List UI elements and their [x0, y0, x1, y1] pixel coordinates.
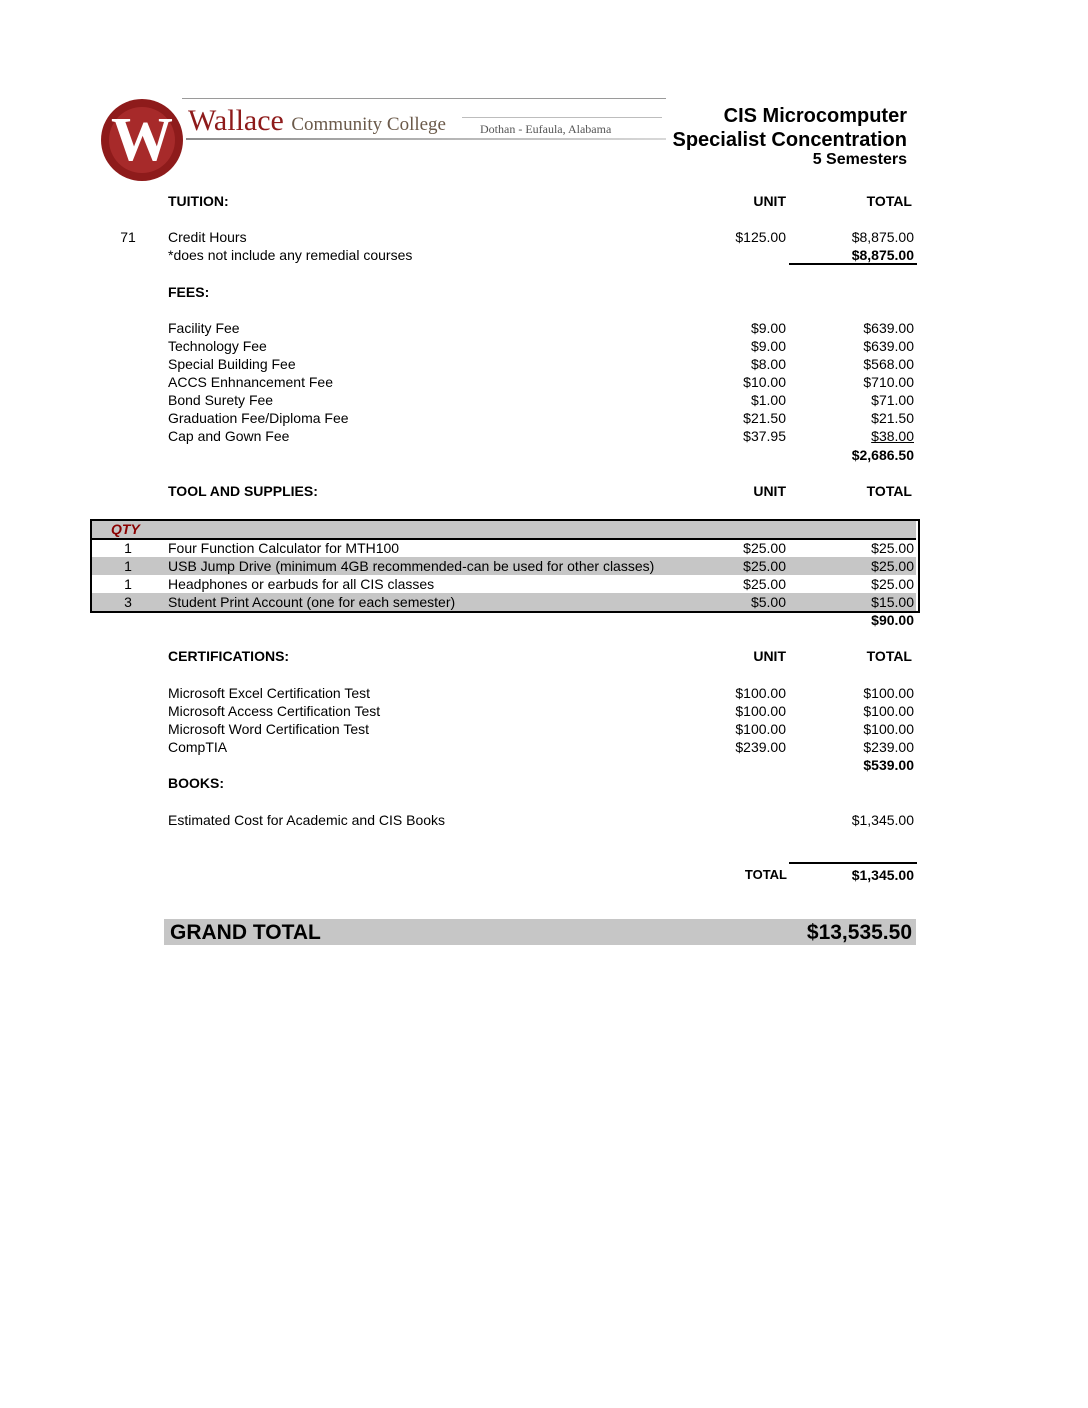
item-total: $100.00	[863, 685, 914, 701]
item-unit: $1.00	[750, 392, 786, 408]
item-total: $639.00	[863, 320, 914, 336]
item-total: $710.00	[863, 374, 914, 390]
item-label: ACCS Enhnancement Fee	[168, 374, 333, 390]
item-unit: $9.00	[750, 338, 786, 354]
item-unit: $239.00	[735, 739, 786, 755]
item-unit: $8.00	[750, 356, 786, 372]
tuition-unit: $125.00	[735, 229, 786, 245]
books-total-label: TOTAL	[744, 867, 787, 882]
title-line-2: Specialist Concentration	[672, 129, 907, 151]
tuition-total-header: TOTAL	[866, 193, 912, 209]
item-label: Cap and Gown Fee	[168, 428, 290, 444]
college-city: Dothan - Eufaula, Alabama	[480, 122, 612, 136]
header-rule-top	[182, 98, 666, 99]
title-line-1: CIS Microcomputer	[723, 105, 907, 127]
books-total: $1,345.00	[851, 812, 914, 828]
item-unit: $9.00	[750, 320, 786, 336]
item-label: Microsoft Access Certification Test	[168, 703, 381, 719]
tuition-unit-header: UNIT	[753, 193, 786, 209]
books-heading: BOOKS:	[168, 775, 224, 791]
tools-subtotal: $90.00	[871, 612, 914, 628]
item-total: $100.00	[863, 721, 914, 737]
college-logo	[101, 99, 183, 181]
books-total-rule	[789, 862, 917, 864]
item-unit: $25.00	[743, 576, 786, 592]
item-label: Graduation Fee/Diploma Fee	[168, 410, 349, 426]
tuition-subtotal-rule	[789, 263, 917, 265]
item-label: Bond Surety Fee	[168, 392, 274, 408]
fees-subtotal: $2,686.50	[851, 447, 914, 463]
item-label: Special Building Fee	[168, 356, 296, 372]
tools-heading: TOOL AND SUPPLIES:	[168, 483, 318, 499]
item-label: Headphones or earbuds for all CIS classes	[168, 576, 435, 592]
tuition-qty: 71	[120, 229, 136, 245]
item-total: $25.00	[871, 576, 914, 592]
item-unit: $100.00	[735, 703, 786, 719]
item-total: $100.00	[863, 703, 914, 719]
item-total: $25.00	[871, 558, 914, 574]
item-total: $21.50	[871, 410, 914, 426]
grand-total-value: $13,535.50	[806, 921, 912, 944]
item-unit: $37.95	[743, 428, 786, 444]
item-unit: $100.00	[735, 721, 786, 737]
item-total: $568.00	[863, 356, 914, 372]
item-label: Microsoft Word Certification Test	[168, 721, 369, 737]
certifications-unit-header: UNIT	[753, 648, 786, 664]
item-label: Technology Fee	[168, 338, 267, 354]
item-qty: 1	[124, 540, 132, 556]
tuition-subtotal: $8,875.00	[851, 247, 914, 263]
item-total: $15.00	[871, 594, 914, 610]
certifications-total-header: TOTAL	[866, 648, 912, 664]
tuition-total: $8,875.00	[851, 229, 914, 245]
item-unit: $25.00	[743, 540, 786, 556]
header-rule-mid	[462, 117, 662, 118]
item-label: Student Print Account (one for each semester)	[168, 594, 456, 610]
item-total: $639.00	[863, 338, 914, 354]
college-name-main: Wallace	[188, 104, 284, 137]
item-total: $25.00	[871, 540, 914, 556]
fees-heading: FEES:	[168, 284, 210, 300]
certifications-subtotal: $539.00	[863, 757, 914, 773]
logo-letter: W	[111, 106, 173, 174]
item-unit: $25.00	[743, 558, 786, 574]
item-total: $239.00	[863, 739, 914, 755]
qty-header: QTY	[111, 521, 140, 537]
item-qty: 1	[124, 576, 132, 592]
item-unit: $10.00	[743, 374, 786, 390]
item-qty: 3	[124, 594, 132, 610]
item-unit: $21.50	[743, 410, 786, 426]
tuition-label: Credit Hours	[168, 229, 247, 245]
item-label: USB Jump Drive (minimum 4GB recommended-can be used for other classes)	[168, 558, 655, 574]
tools-unit-header: UNIT	[753, 483, 786, 499]
item-qty: 1	[124, 558, 132, 574]
item-total: $38.00	[871, 428, 914, 444]
item-total: $71.00	[871, 392, 914, 408]
books-section-total: $1,345.00	[851, 867, 914, 883]
college-name	[188, 104, 446, 138]
item-unit: $100.00	[735, 685, 786, 701]
tuition-heading: TUITION:	[168, 193, 229, 209]
item-label: CompTIA	[168, 739, 228, 755]
certifications-heading: CERTIFICATIONS:	[168, 648, 290, 664]
books-label: Estimated Cost for Academic and CIS Books	[168, 812, 446, 828]
college-name-sub: Community College	[291, 114, 446, 135]
item-label: Four Function Calculator for MTH100	[168, 540, 400, 556]
title-line-3: 5 Semesters	[812, 151, 907, 168]
item-label: Microsoft Excel Certification Test	[168, 685, 371, 701]
tuition-note: *does not include any remedial courses	[168, 247, 413, 263]
item-unit: $5.00	[750, 594, 786, 610]
header-rule-bottom	[186, 138, 666, 140]
tools-total-header: TOTAL	[866, 483, 912, 499]
item-label: Facility Fee	[168, 320, 240, 336]
grand-total-label: GRAND TOTAL	[170, 921, 321, 944]
